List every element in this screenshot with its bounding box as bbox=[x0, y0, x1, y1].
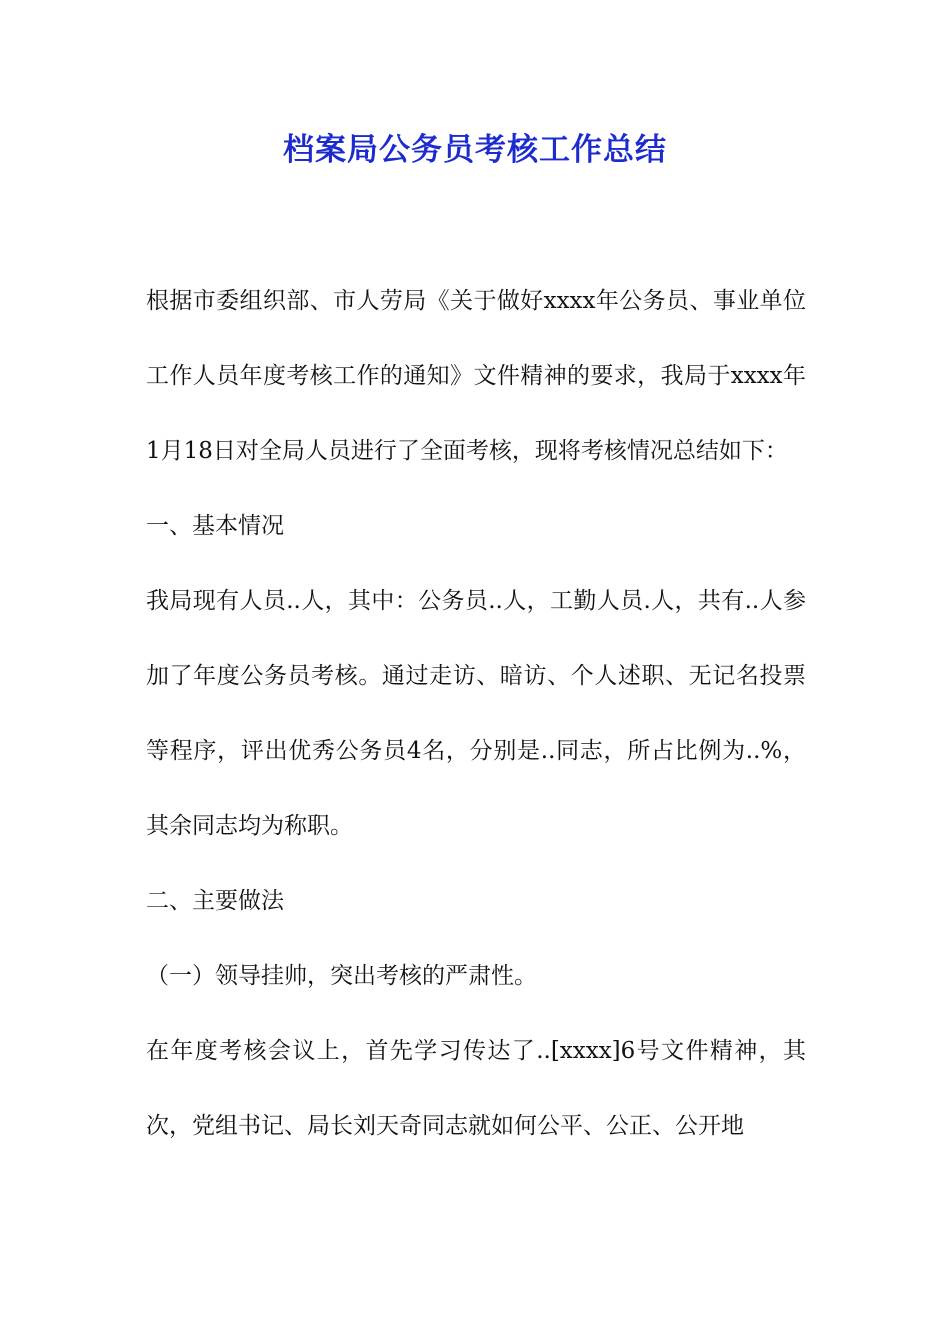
subsection-heading-leadership: （一）领导挂帅，突出考核的严肃性。 bbox=[146, 963, 537, 989]
document-body bbox=[146, 264, 806, 1164]
document-title: 档案局公务员考核工作总结 bbox=[283, 132, 667, 168]
paragraph-basic: 我局现有人员..人，其中：公务员..人，工勤人员.人，共有..人参加了年度公务员考核。通过走访、暗访、个人述职、无记名投票等程序，评出优秀公务员4名，分别是..同志，所占比例为..%，其余同志均为称职。 bbox=[146, 588, 806, 839]
section-heading-methods: 二、主要做法 bbox=[146, 888, 284, 914]
section-heading-basic: 一、基本情况 bbox=[146, 513, 284, 539]
paragraph-intro: 根据市委组织部、市人劳局《关于做好xxxx年公务员、事业单位工作人员年度考核工作的通知》文件精神的要求，我局于xxxx年1月18日对全局人员进行了全面考核，现将考核情况总结如下： bbox=[146, 288, 806, 464]
paragraph-leadership: 在年度考核会议上，首先学习传达了..[xxxx]6号文件精神，其次，党组书记、局长刘天奇同志就如何公平、公正、公开地 bbox=[146, 1038, 806, 1139]
